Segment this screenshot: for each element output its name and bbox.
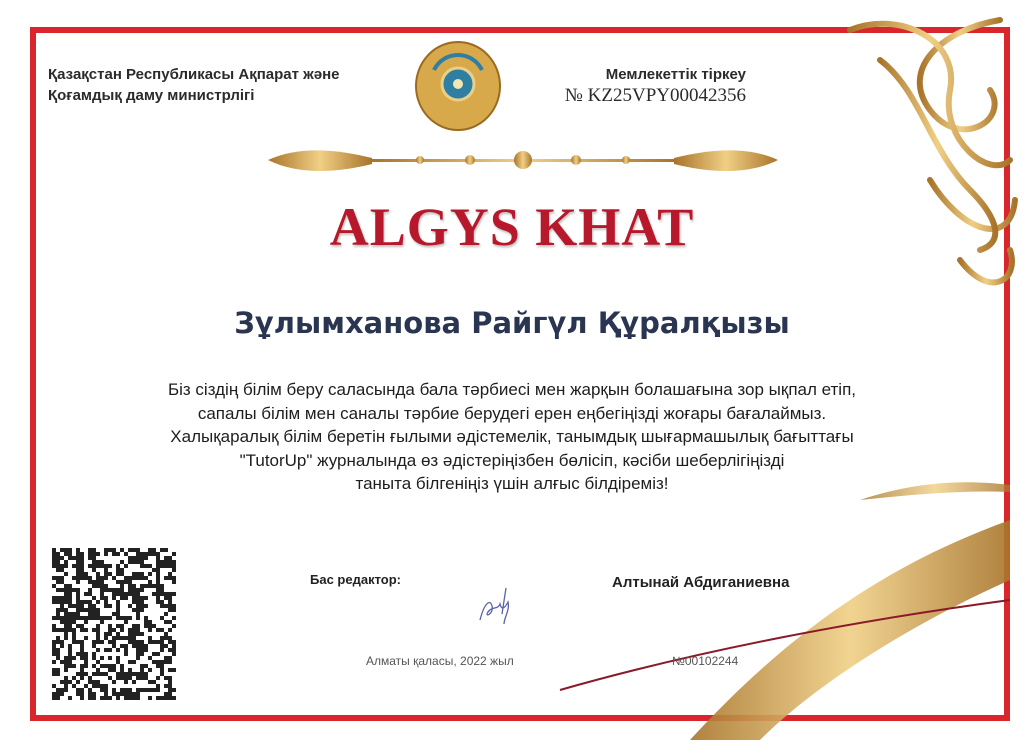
recipient-name: Зұлымханова Райгүл Құралқызы xyxy=(234,306,790,340)
state-emblem-icon xyxy=(414,40,502,132)
registration-number: № KZ25VPY00042356 xyxy=(564,85,746,106)
body-line: Халықаралық білім беретін ғылыми әдістемелік, танымдық шығармашылық бағыттағы xyxy=(170,427,854,446)
editor-label: Бас редактор: xyxy=(310,572,401,587)
qr-code-icon xyxy=(52,548,176,700)
body-line: Біз сіздің білім беру саласында бала тәрбиесі мен жарқын болашағына зор ықпал етіп, xyxy=(167,380,857,399)
editor-name: Алтынай Абдиганиевна xyxy=(612,574,790,591)
certificate-number: №00102244 xyxy=(672,654,739,668)
city-year: Алматы қаласы, 2022 жыл xyxy=(366,654,514,668)
body-line: таныта білгеніңіз үшін алғыс білдіреміз! xyxy=(355,474,669,493)
ministry-name xyxy=(48,64,340,106)
registration-block xyxy=(565,64,746,106)
ministry-line: Қазақстан Республикасы Ақпарат және xyxy=(48,66,340,83)
registration-label: Мемлекеттік тіркеу xyxy=(605,66,746,83)
body-line: "TutorUp" журналында өз әдістеріңізбен бөлісіп, кәсіби шеберлігіңізді xyxy=(239,450,785,470)
body-line: сапалы білім мен саналы тәрбие берудегі ерен еңбегіңізді жоғары бағалаймыз. xyxy=(197,403,827,423)
signature-icon xyxy=(474,584,518,628)
ministry-line: Қоғамдық даму министрлігі xyxy=(48,87,255,104)
certificate-title: ALGYS KHAT xyxy=(329,197,695,257)
certificate-body xyxy=(80,378,944,496)
